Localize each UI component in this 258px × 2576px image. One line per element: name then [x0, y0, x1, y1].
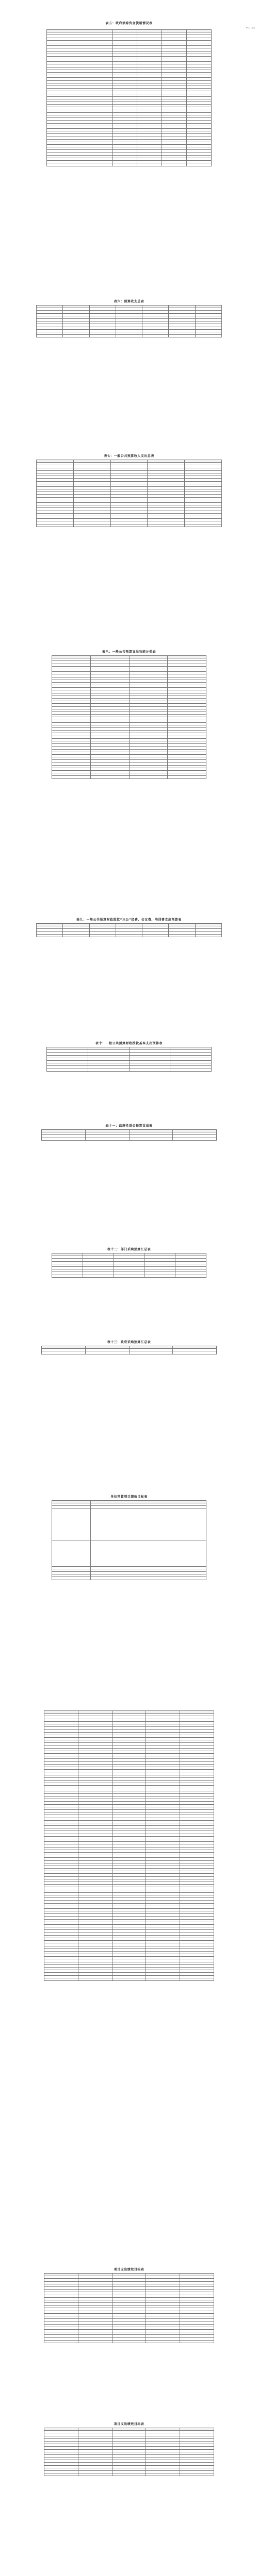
table-title: 项目支出绩效目标表 — [114, 2422, 144, 2426]
data-table — [36, 305, 222, 337]
section-5 — [0, 917, 258, 937]
table-title: 单位预算项目绩效目标表 — [110, 1495, 148, 1499]
data-table — [44, 1710, 214, 1981]
data-table — [41, 1129, 217, 1141]
table-title: 项目支出绩效目标表 — [114, 2268, 144, 2272]
table-title: 表十一：政府性基金预算支出表 — [105, 1124, 153, 1128]
data-table — [36, 460, 222, 527]
table-title: 表十三：政府采购预算汇总表 — [107, 1341, 151, 1344]
section-12 — [0, 2267, 258, 2343]
section-3 — [0, 453, 258, 527]
data-table — [52, 655, 206, 779]
data-table — [46, 1047, 212, 1072]
section-4 — [0, 649, 258, 779]
table-title: 表八：一般公共预算支出功能分类表 — [102, 650, 156, 654]
section-8 — [0, 1247, 258, 1278]
data-table — [41, 1346, 217, 1354]
data-table — [44, 2428, 214, 2476]
table-title: 表十：一般公共预算财政拨款基本支出预算表 — [95, 1042, 163, 1045]
section-11 — [0, 1710, 258, 1981]
table-title: 表五：政府债券资金使用情况表 — [105, 22, 153, 25]
section-1 — [0, 21, 258, 166]
data-table — [36, 923, 222, 937]
section-13 — [0, 2421, 258, 2476]
data-table — [46, 29, 212, 166]
data-table — [44, 2273, 214, 2343]
data-table — [52, 1253, 206, 1278]
table-title: 表七：一般公共预算收入支出总表 — [104, 454, 154, 458]
table-title: 表六：预算收支总表 — [114, 300, 144, 303]
table-title: 表十二：部门采购预算汇总表 — [107, 1248, 151, 1251]
section-7 — [0, 1123, 258, 1141]
section-2 — [0, 299, 258, 337]
section-6 — [0, 1041, 258, 1072]
section-10 — [0, 1494, 258, 1580]
unit-label: 单位：万元 — [246, 27, 255, 29]
section-9 — [0, 1340, 258, 1354]
table-title: 表九：一般公共预算财政拨款“三公”经费、会议费、培训费支出预算表 — [76, 918, 182, 922]
data-table — [52, 1500, 206, 1580]
